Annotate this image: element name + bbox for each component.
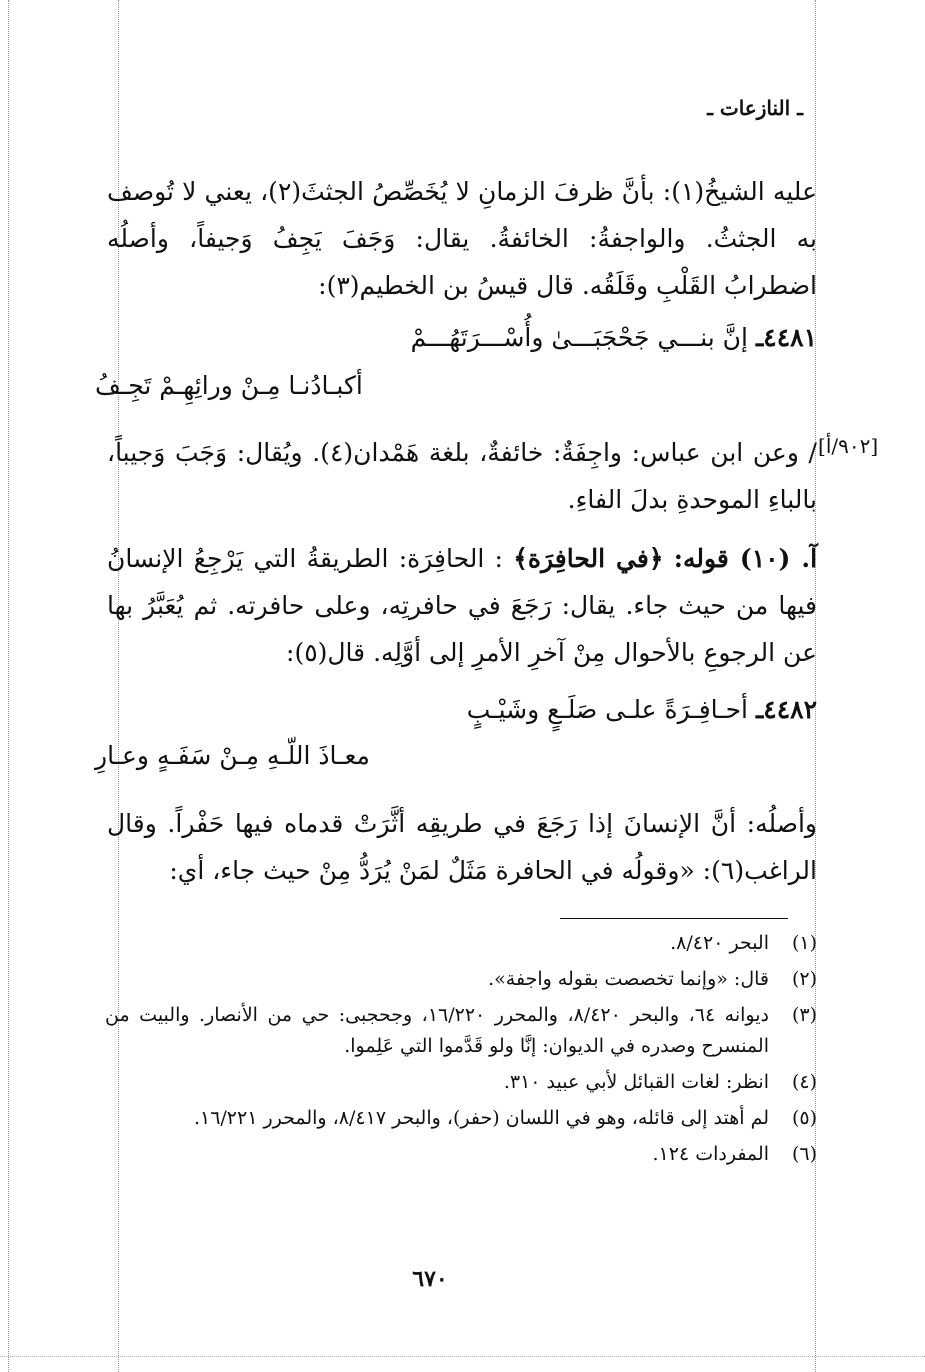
edge-guide-bottom [0, 1356, 925, 1357]
edge-guide-left [8, 0, 9, 1372]
footnote-text: لم أهتد إلى قائله، وهو في اللسان (حفر)، والبحر ٨/٤١٧، والمحرر ١٦/٢٢١. [193, 1107, 769, 1129]
page-number: ٦٧٠ [412, 1266, 448, 1292]
verse-text: أحـافِـرَةً علـى صَلَـعٍ وشَيْـبٍ [466, 695, 748, 724]
footnote [105, 964, 817, 995]
footnote-number: (٣) [791, 1004, 817, 1026]
footnote-number: (٥) [791, 1107, 817, 1129]
paragraph-3 [107, 535, 817, 676]
verse-1-hemistich-2: أكبـادُنـا مِـنْ ورائِهِـمْ تَجِـفُ [95, 371, 363, 400]
paragraph-2: / وعن ابن عباس: واجِفَةٌ: خائفةٌ، بلغة هَمْدان(٤). ويُقال: وَجَبَ وَجيباً، بالباءِ الموحدةِ بدلَ الفاءِ. [107, 438, 817, 514]
footnote-number: (١) [791, 932, 817, 954]
paragraph-4: وأصلُه: أنَّ الإنسانَ إذا رَجَعَ في طريقِه أثَّرَتْ قدماه فيها حَفْراً. وقال الراغب(٦): «وقولُه في الحافرة مَثَلٌ لمَنْ يُرَدُّ مِنْ حيث جاء، أي: [107, 809, 817, 885]
footnote [105, 1103, 817, 1134]
footnote [105, 1067, 817, 1098]
quran-quote: ﴿في الحافِرَة﴾ [513, 544, 664, 573]
paragraph-1: عليه الشيخُ(١): بأنَّ ظرفَ الزمانِ لا يُخَصِّصُ الجثثَ(٢)، يعني لا تُوصف به الجثثُ. والواجفةُ: الخائفةُ. يقال: وَجَفَ يَجِفُ وَجيفاً، وأصلُه اضطرابُ القَلْبِ وقَلَقُه. قال قيسُ بن الخطيم(٣): [107, 177, 817, 300]
footnote [105, 928, 817, 959]
footnote-text: قال: «وإنما تخصصت بقوله واجفة». [488, 968, 769, 990]
footnote-separator [560, 918, 788, 919]
footnote-number: (٤) [791, 1071, 817, 1093]
verse-2-hemistich-1 [467, 690, 817, 730]
footnote-text: المفردات ١٢٤. [652, 1143, 769, 1165]
footnote [105, 1000, 817, 1062]
footnote-number: (٢) [791, 968, 817, 990]
running-header: ـ النازعات ـ [707, 96, 803, 120]
verse-2-hemistich-2: معـاذَ اللّـهِ مِـنْ سَفَـهٍ وعـارِ [95, 741, 370, 770]
paragraph-3-text: : الحافِرَة: الطريقةُ التي يَرْجِعُ الإنسانُ فيها من حيث جاء. يقال: رَجَعَ في حافرتِه، وعلى حافرته. ثم يُعَبَّرُ بها عن الرجوعِ بالأحوال مِنْ آخرِ الأمرِ إلى أوَّلِه. قال(٥): [107, 544, 817, 667]
footnotes [105, 928, 817, 1175]
manuscript-folio-ref: [٩٠٢/أ] [818, 434, 879, 458]
verse-number: ٤٤٨٢ـ [755, 695, 817, 724]
footnote-text: انظر: لغات القبائل لأبي عبيد ٣١٠. [503, 1071, 769, 1093]
verse-reference: آ. (١٠) قوله: [673, 544, 818, 573]
verse-number: ٤٤٨١ـ [755, 323, 817, 352]
verse-1-hemistich-1 [411, 318, 817, 358]
footnote-number: (٦) [791, 1143, 817, 1165]
footnote [105, 1139, 817, 1170]
footnote-text: ديوانه ٦٤، والبحر ٨/٤٢٠، والمحرر ١٦/٢٢٠، وجحجبى: حي من الأنصار. والبيت من المنسرح وصدره في الديوان: إنَّا ولو قَدَّموا التي عَلِموا. [105, 1004, 769, 1057]
footnote-text: البحر ٨/٤٢٠. [670, 932, 769, 954]
verse-text: إنَّ بنـــي جَحْجَبَـــىٰ وأُسْـــرَتَهُـــمْ [410, 323, 748, 352]
